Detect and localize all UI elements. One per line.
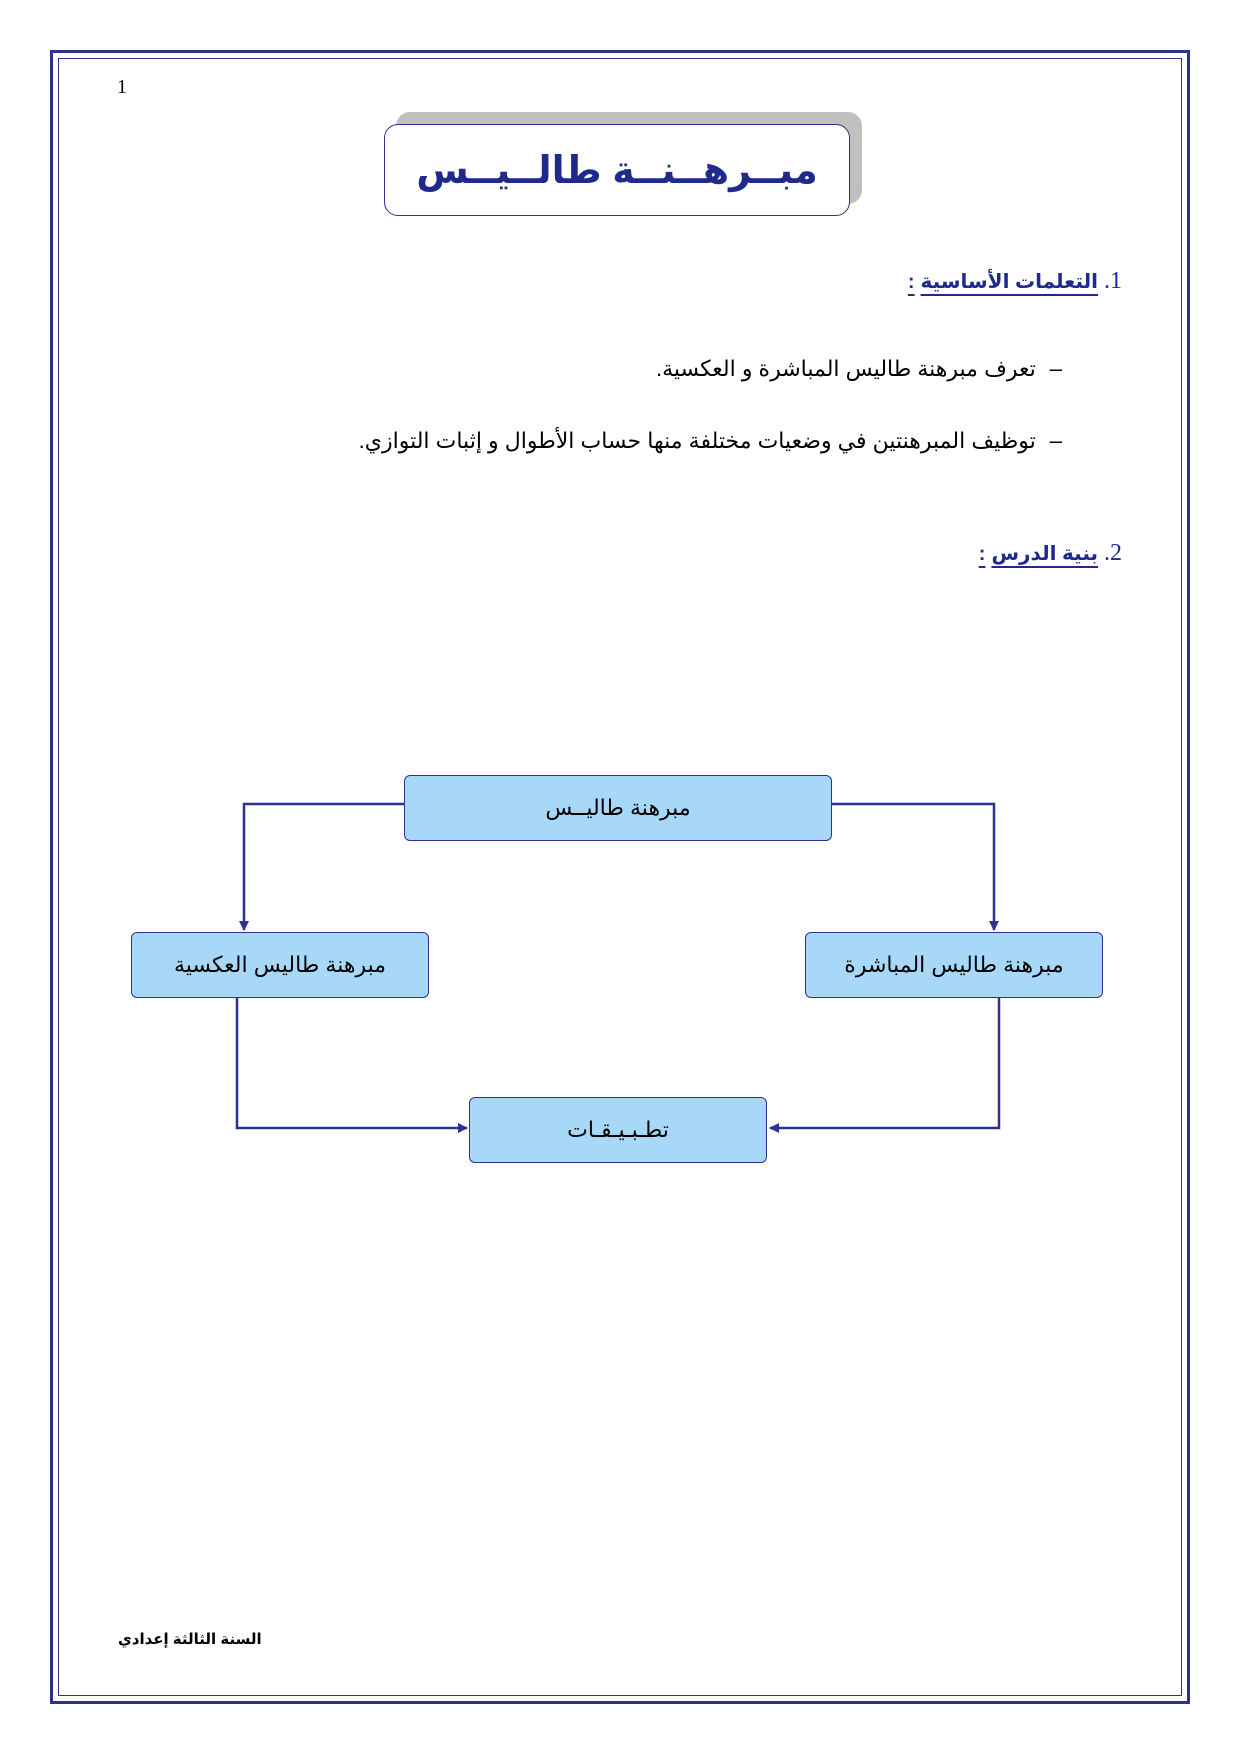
section-heading-1 [908,268,1122,295]
page-frame-inner [58,58,1182,1696]
diagram-node-bottom [469,1097,767,1163]
footer-grade-label: السنة الثالثة إعدادي [118,1631,262,1648]
dash-bullet: – [1049,356,1062,381]
section-title: التعلمات الأساسية [920,271,1098,293]
diagram-node-right [805,932,1103,998]
section-colon: : [907,271,915,293]
diagram-node-label: مبرهنة طاليس المباشرة [844,952,1064,977]
section-heading-2 [979,540,1122,567]
diagram-node-label: مبرهنة طاليــس [545,795,691,820]
section-number: 1. [1104,268,1122,294]
page-title: مبــرهــنــة طالــيــس [416,149,818,192]
diagram-node-top [404,775,832,841]
section-colon: : [978,543,986,565]
section-number: 2. [1104,540,1122,566]
page-number: 1 [117,76,127,98]
objective-text: توظيف المبرهنتين في وضعيات مختلفة منها حساب الأطوال و إثبات التوازي. [358,428,1036,453]
diagram-node-label: تطـبـيـقـات [567,1117,669,1142]
section-title: بنية الدرس [991,543,1098,565]
objective-item [359,428,1062,454]
diagram-node-label: مبرهنة طاليس العكسية [173,952,387,977]
title-box [384,124,850,216]
objective-item [656,356,1062,382]
diagram-node-left [131,932,429,998]
dash-bullet: – [1049,428,1062,453]
objective-text: تعرف مبرهنة طاليس المباشرة و العكسية. [655,356,1036,381]
